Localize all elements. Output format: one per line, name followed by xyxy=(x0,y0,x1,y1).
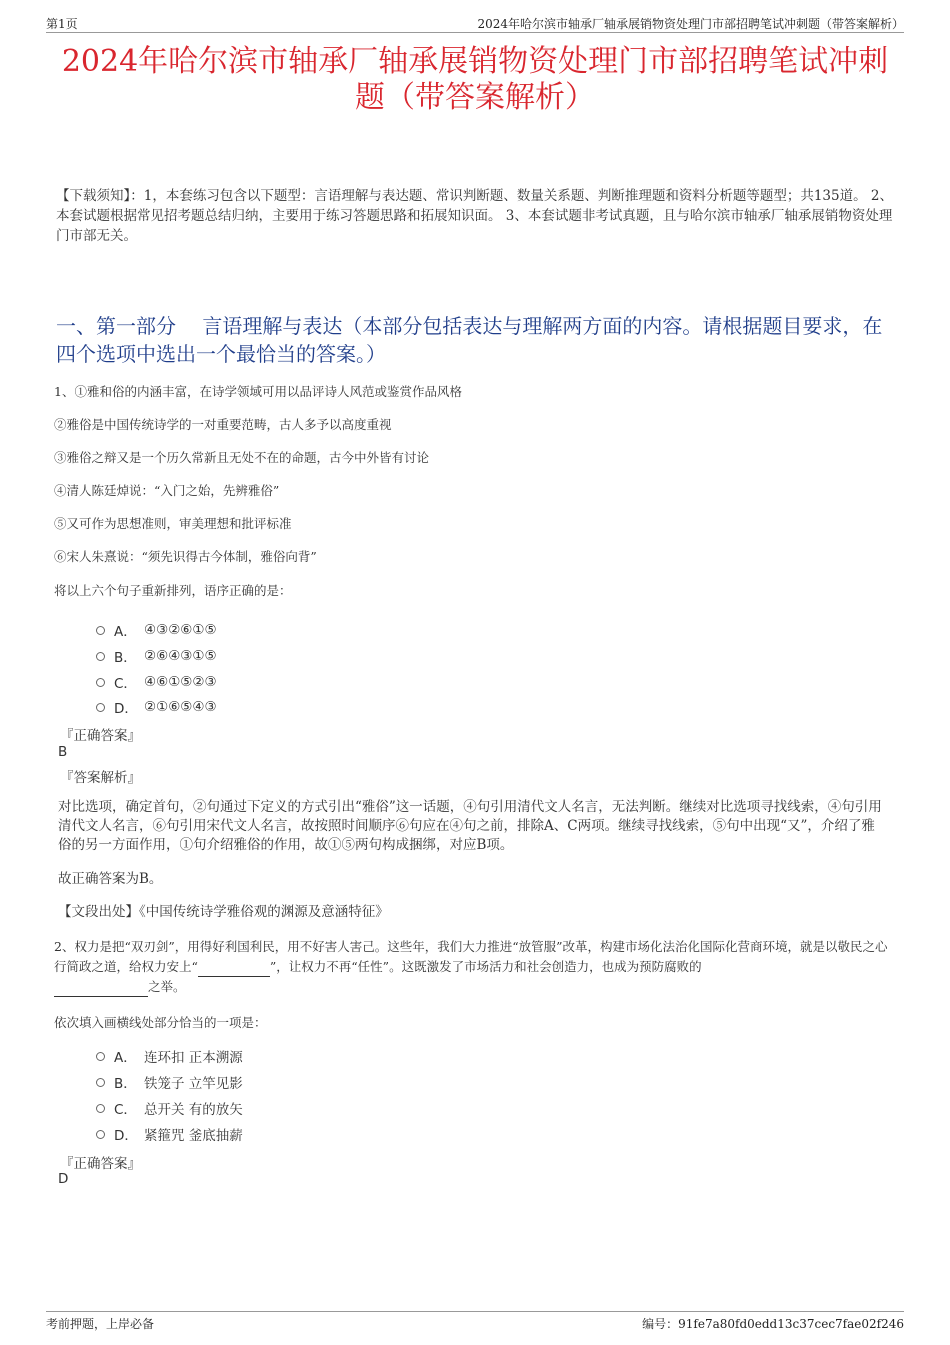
download-notice: 【下载须知】：1，本套练习包含以下题型：言语理解与表达题、常识判断题、数量关系题、判断推理题和资料分析题等题型；共135道。 2、本套试题根据常见招考题总结归纳，主要用于练习答题思路和拓展知识面。 3、本套试题非考试真题，且与哈尔滨市轴承厂轴承展销物资处理门市部无关。 xyxy=(56,188,893,244)
q2-option-b[interactable] xyxy=(96,1072,243,1092)
option-text: 铁笼子 立竿见影 xyxy=(144,1076,243,1092)
q2-option-c[interactable] xyxy=(96,1098,243,1118)
title-line-2: 题（带答案解析） xyxy=(355,80,595,115)
radio-icon[interactable] xyxy=(96,626,105,635)
radio-icon[interactable] xyxy=(96,1052,105,1061)
q2-stem xyxy=(54,937,894,997)
radio-icon[interactable] xyxy=(96,1078,105,1087)
footer-doc-id: 编号：91fe7a80fd0edd13c37cec7fae02f246 xyxy=(642,1317,904,1331)
blank-1 xyxy=(198,976,270,977)
q1-line: ⑤又可作为思想准则，审美理想和批评标准 xyxy=(54,516,292,531)
q1-line: ②雅俗是中国传统诗学的一对重要范畴，古人多予以高度重视 xyxy=(54,417,392,432)
option-text: 总开关 有的放矢 xyxy=(144,1102,243,1118)
option-letter: D． xyxy=(114,701,138,717)
section-title: 一、第一部分 言语理解与表达（本部分包括表达与理解两方面的内容。请根据题目要求，在四个选项中选出一个最恰当的答案。） xyxy=(56,314,883,366)
q1-option-b[interactable] xyxy=(96,646,217,666)
page-number: 第1页 xyxy=(46,17,78,31)
q1-line: 1、①雅和俗的内涵丰富，在诗学领域可用以品评诗人风范或鉴赏作品风格 xyxy=(54,384,462,399)
option-letter: A． xyxy=(114,624,137,640)
q1-source: 【文段出处】《中国传统诗学雅俗观的渊源及意涵特征》 xyxy=(58,904,389,920)
option-letter: D． xyxy=(114,1128,138,1144)
q1-conclusion: 故正确答案为B。 xyxy=(58,871,163,887)
radio-icon[interactable] xyxy=(96,703,105,712)
page-title xyxy=(50,44,900,116)
page-footer xyxy=(46,1311,904,1330)
q2-text-c: 之举。 xyxy=(148,979,186,994)
header-doc-title: 2024年哈尔滨市轴承厂轴承展销物资处理门市部招聘笔试冲刺题（带答案解析） xyxy=(477,17,904,31)
page-header xyxy=(46,14,904,33)
q1-option-a[interactable] xyxy=(96,620,217,640)
title-line-1: 2024年哈尔滨市轴承厂轴承展销物资处理门市部招聘笔试冲刺 xyxy=(61,44,889,79)
option-letter: A． xyxy=(114,1050,137,1066)
blank-2 xyxy=(54,996,148,997)
option-letter: B． xyxy=(114,650,137,666)
q1-line: ③雅俗之辩又是一个历久常新且无处不在的命题，古今中外皆有讨论 xyxy=(54,450,430,465)
q2-prompt: 依次填入画横线处部分恰当的一项是： xyxy=(54,1015,267,1030)
option-text: 连环扣 正本溯源 xyxy=(144,1050,243,1066)
option-text: ④⑥①⑤②③ xyxy=(144,674,217,690)
option-letter: C． xyxy=(114,676,137,692)
q2-text-b: ”，让权力不再“任性”。这既激发了市场活力和社会创造力，也成为预防腐败的 xyxy=(269,959,702,974)
q2-text-a: 2、权力是把“双刃剑”，用得好利国利民，用不好害人害己。这些年，我们大力推进“放管服”改革，构建市场化法治化国际化营商环境，就是以敬民之心行简政之道，给权力安上“ xyxy=(54,939,888,974)
q1-line: ④清人陈廷焯说：“入门之始，先辨雅俗” xyxy=(54,483,280,498)
q1-analysis: 对比选项，确定首句，②句通过下定义的方式引出“雅俗”这一话题，④句引用清代文人名言，无法判断。继续对比选项寻找线索，④句引用清代文人名言，⑥句引用宋代文人名言，故按照时间顺序⑥句应在④句之前，排除A、C两项。继续寻找线索，⑤句中出现“又”，介绍了雅俗的另一方面作用，①句介绍雅俗的作用，故①⑤两句构成捆绑，对应B项。 xyxy=(58,799,882,853)
q1-answer-label: 『正确答案』 xyxy=(60,728,141,744)
option-text: ②⑥④③①⑤ xyxy=(144,648,217,664)
option-text: ②①⑥⑤④③ xyxy=(144,699,217,715)
q2-answer: D xyxy=(58,1171,69,1187)
radio-icon[interactable] xyxy=(96,678,105,687)
q1-analysis-label: 『答案解析』 xyxy=(60,770,141,786)
option-letter: C． xyxy=(114,1102,137,1118)
q1-line: ⑥宋人朱熹说：“须先识得古今体制，雅俗向背” xyxy=(54,549,317,564)
option-text: ④③②⑥①⑤ xyxy=(144,622,217,638)
radio-icon[interactable] xyxy=(96,1130,105,1139)
option-letter: B． xyxy=(114,1076,137,1092)
radio-icon[interactable] xyxy=(96,652,105,661)
q2-answer-label: 『正确答案』 xyxy=(60,1156,141,1172)
q1-option-c[interactable] xyxy=(96,672,217,692)
radio-icon[interactable] xyxy=(96,1104,105,1113)
q2-option-a[interactable] xyxy=(96,1046,243,1066)
option-text: 紧箍咒 釜底抽薪 xyxy=(144,1128,243,1144)
q1-answer: B xyxy=(58,744,68,760)
q2-option-d[interactable] xyxy=(96,1124,243,1144)
q1-option-d[interactable] xyxy=(96,697,217,717)
footer-slogan: 考前押题，上岸必备 xyxy=(46,1317,155,1331)
q1-prompt: 将以上六个句子重新排列，语序正确的是： xyxy=(54,583,292,598)
q1-stem xyxy=(54,382,894,402)
